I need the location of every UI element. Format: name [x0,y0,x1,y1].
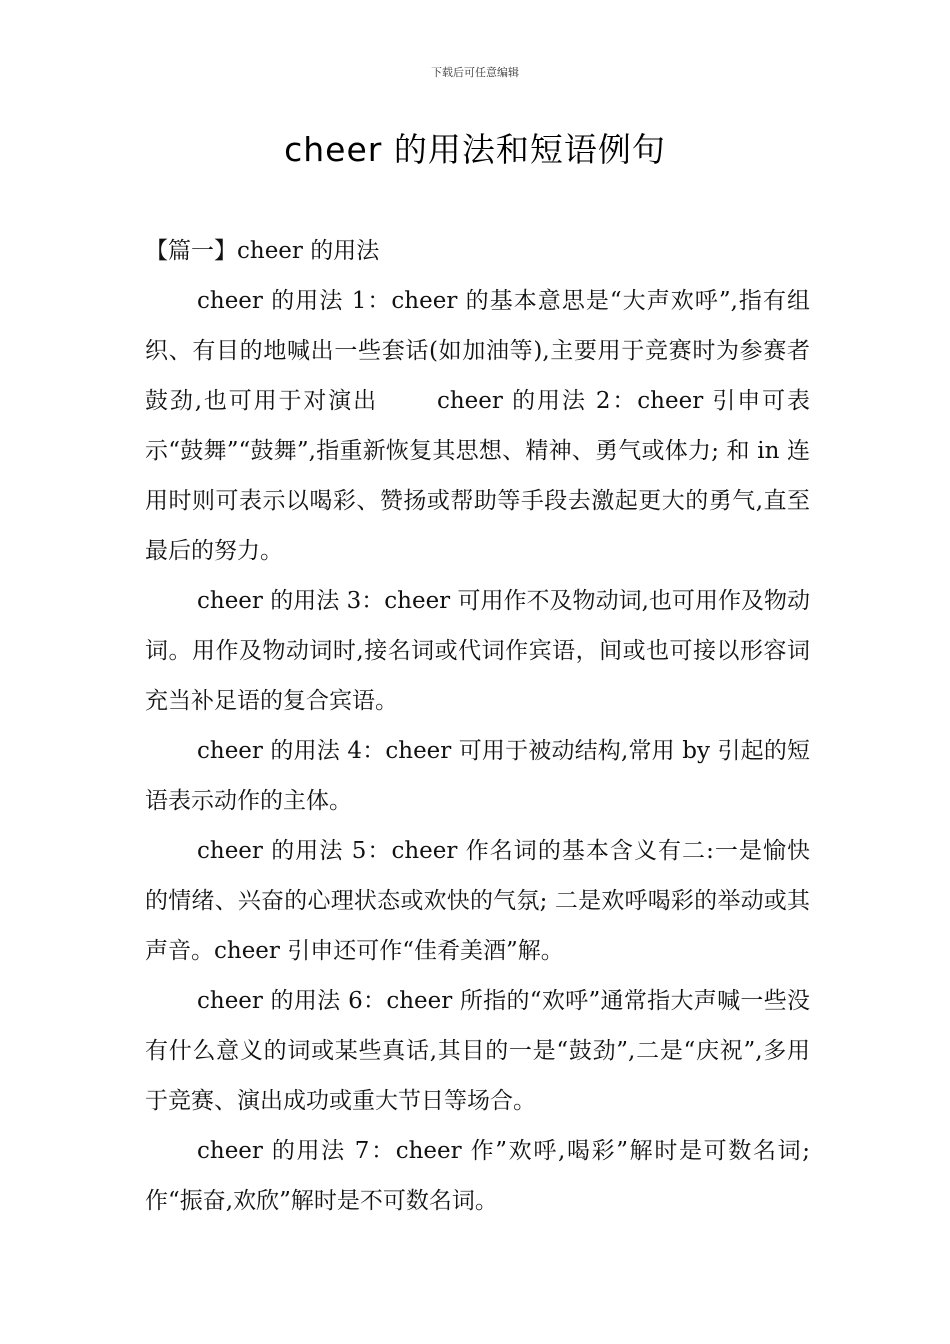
header-note: 下载后可任意编辑 [431,66,519,79]
paragraph-usage-1-2: cheer 的用法 1：cheer 的基本意思是“大声欢呼”,指有组织、有目的地喊出一些套话(如加油等),主要用于竞赛时为参赛者鼓劲,也可用于对演出 cheer 的用法 2：cheer 引申可表示“鼓舞”“鼓舞”,指重新恢复其思想、精神、勇气或体力; 和 in 连用时则可表示以喝彩、赞扬或帮助等手段去激起更大的勇气,直至最后的努力。 [145,288,810,564]
paragraph-usage-5: cheer 的用法 5：cheer 作名词的基本含义有二:一是愉快的情绪、兴奋的心理状态或欢快的气氛; 二是欢呼喝彩的举动或其声音。cheer 引申还可作“佳肴美酒”解。 [145,838,810,964]
paragraph-usage-4: cheer 的用法 4：cheer 可用于被动结构,常用 by 引起的短语表示动作的主体。 [145,738,810,814]
paragraph-usage-3: cheer 的用法 3：cheer 可用作不及物动词,也可用作及物动词。用作及物动词时,接名词或代词作宾语，间或也可接以形容词充当补足语的复合宾语。 [145,588,810,714]
paragraph-usage-7: cheer 的用法 7：cheer 作”欢呼,喝彩”解时是可数名词; 作“振奋,欢欣”解时是不可数名词。 [145,1138,810,1214]
document-body [145,226,810,1226]
paragraph-usage-6: cheer 的用法 6：cheer 所指的“欢呼”通常指大声喊一些没有什么意义的词或某些真话,其目的一是“鼓劲”,二是“庆祝”,多用于竞赛、演出成功或重大节日等场合。 [145,988,810,1114]
document-title: cheer 的用法和短语例句 [284,130,666,169]
section-heading: 【篇一】cheer 的用法 [145,238,380,264]
